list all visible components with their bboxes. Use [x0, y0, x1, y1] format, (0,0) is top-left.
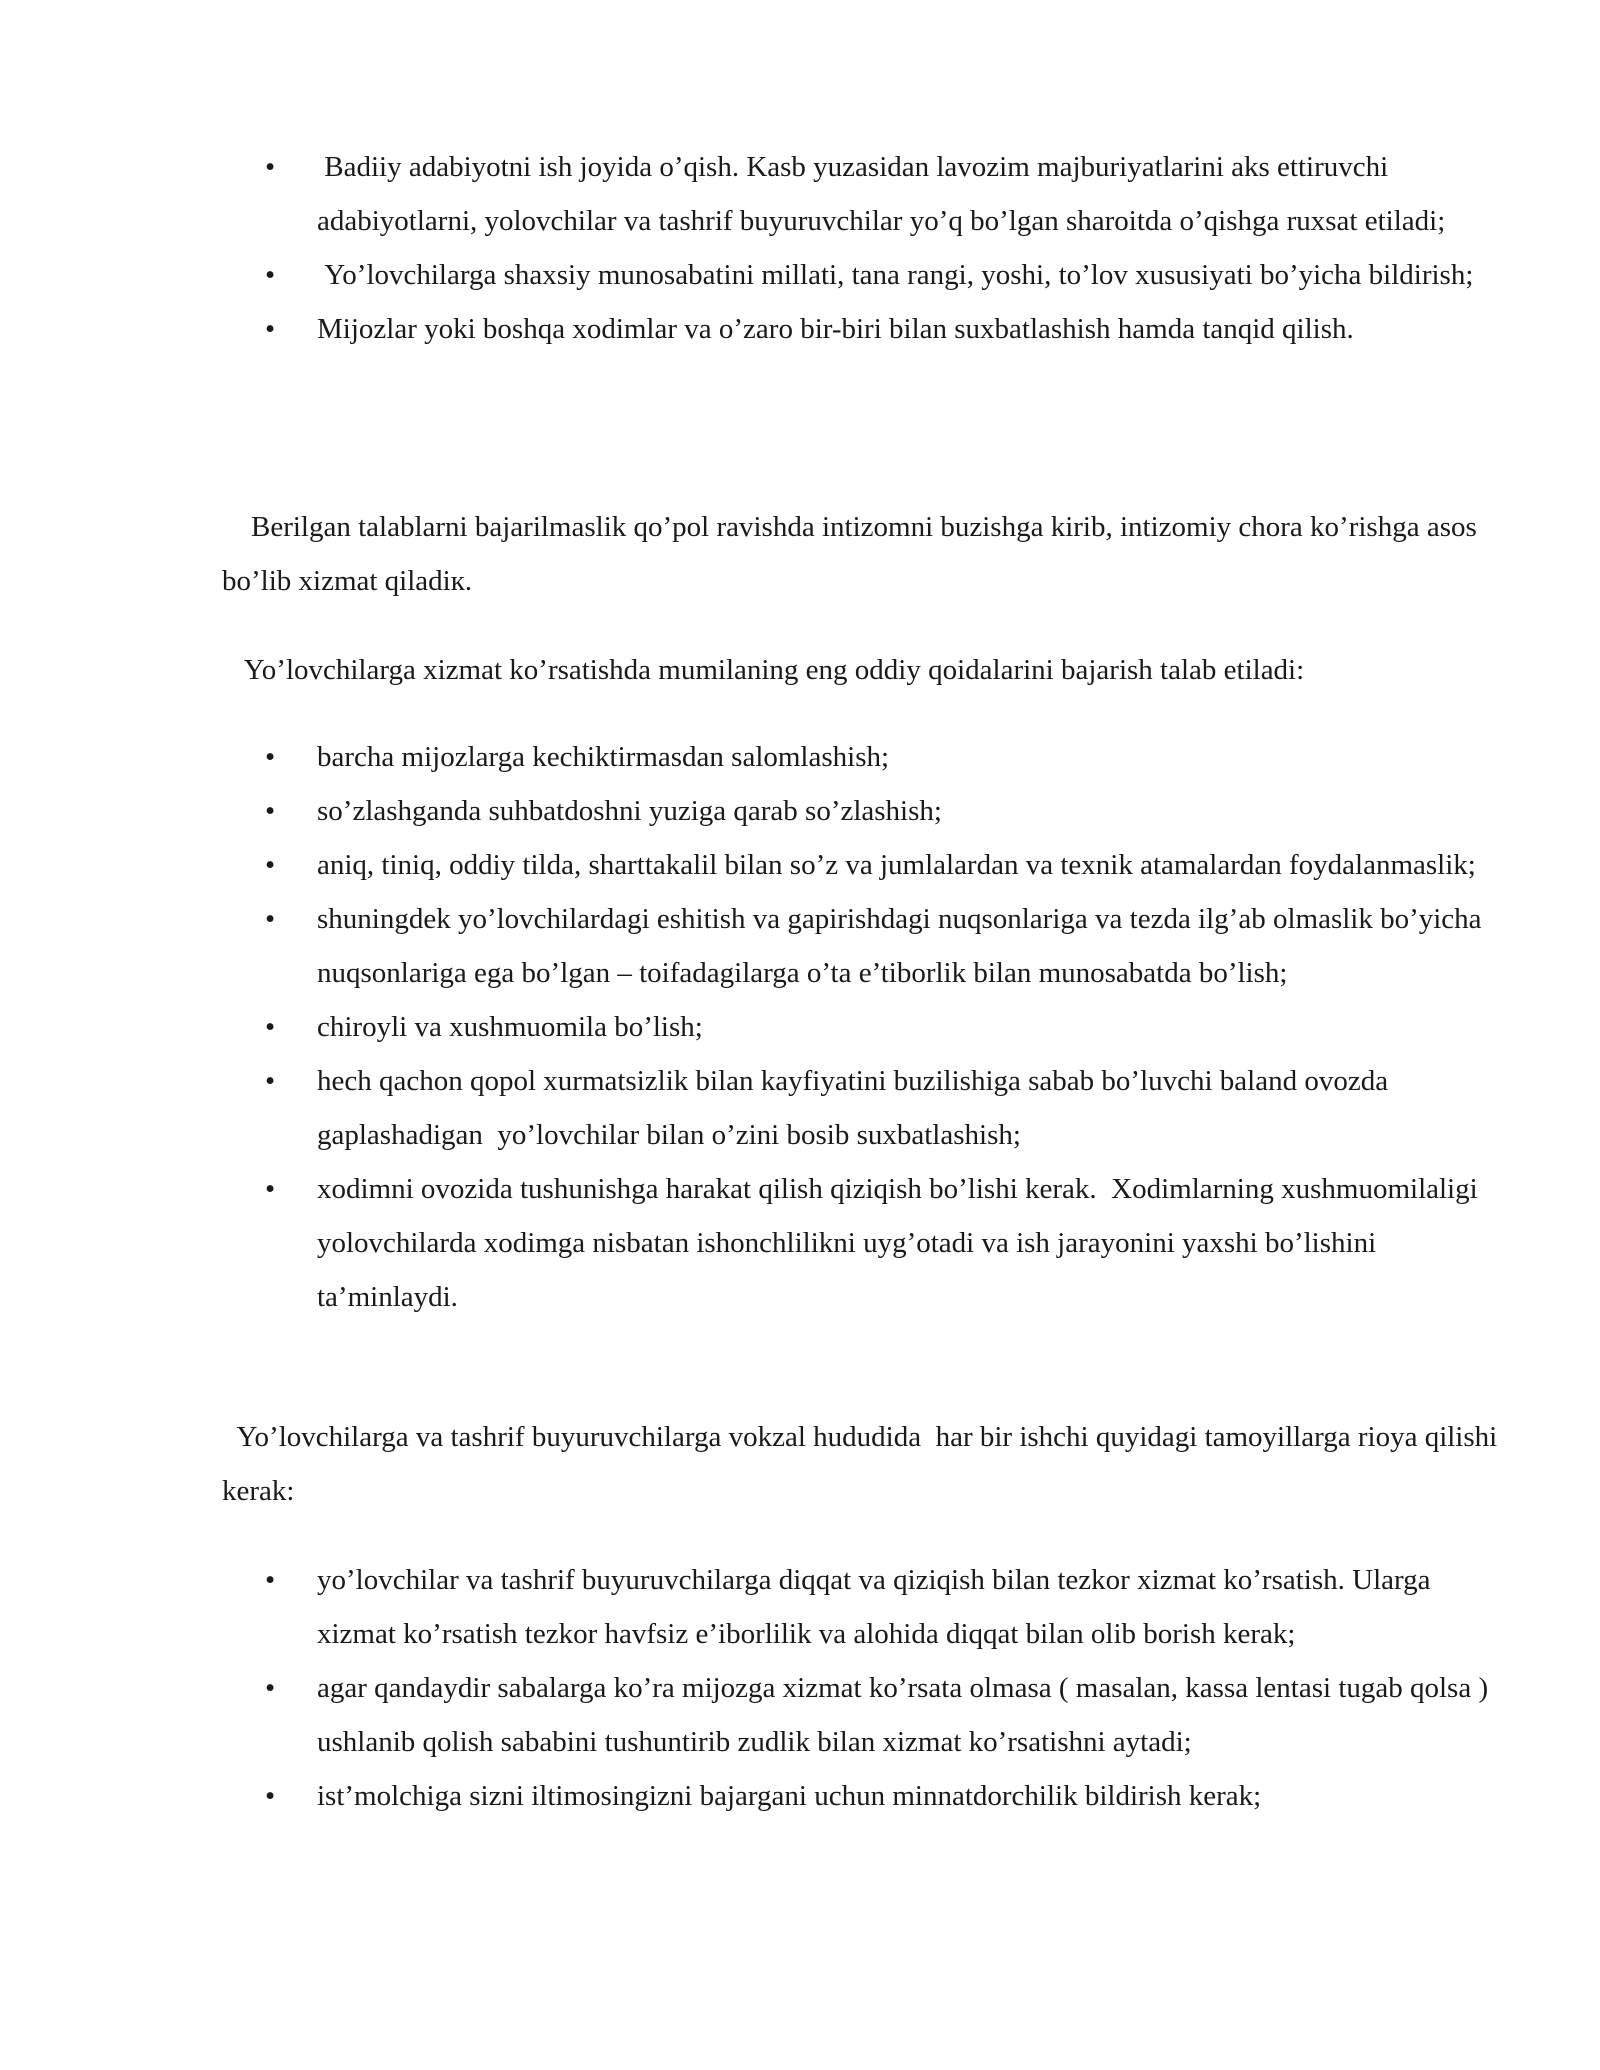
list-item [0, 838, 1600, 892]
list-item [0, 1769, 1600, 1823]
bullet-icon: • [265, 151, 276, 183]
list-item-text: Mijozlar yoki boshqa xodimlar va o’zaro bir-biri bilan suxbatlashish hamda tanqid qilish. [317, 313, 1354, 345]
bullet-icon: • [265, 741, 276, 773]
bullet-icon: • [265, 795, 276, 827]
list-item [0, 302, 1600, 356]
list-item-text: agar qandaydir sabalarga ko’ra mijozga xizmat ko’rsata olmasa ( masalan, kassa lentasi tugab qolsa ) ushlanib qolish sababini tushuntirib zudlik bilan xizmat ko’rsatishni aytadi; [317, 1672, 1489, 1758]
bullet-list-communication-rules [0, 730, 1600, 1324]
list-item [0, 248, 1600, 302]
bullet-icon: • [265, 1780, 276, 1812]
list-item [0, 140, 1600, 248]
list-item [0, 1162, 1600, 1324]
bullet-icon: • [265, 1173, 276, 1205]
list-item [0, 730, 1600, 784]
list-item [0, 1553, 1600, 1661]
list-item [0, 892, 1600, 1000]
bullet-list-principles [0, 1553, 1600, 1823]
list-item-text: Badiiy adabiyotni ish joyida o’qish. Kasb yuzasidan lavozim majburiyatlarini aks ettiruvchi adabiyotlarni, yolovchilar va tashrif buyuruvchilar yo’q bo’lgan sharoitda o’qishga ruxsat etiladi; [317, 151, 1446, 237]
bullet-icon: • [265, 313, 276, 345]
list-item-text: xodimni ovozida tushunishga harakat qilish qiziqish bo’lishi kerak. Xodimlarning xushmuomilaligi yolovchilarda xodimga nisbatan ishonchlilikni uyg’otadi va ish jarayonini yaxshi bo’lishini ta’minlaydi. [317, 1173, 1485, 1313]
bullet-icon: • [265, 849, 276, 881]
list-item-text: yo’lovchilar va tashrif buyuruvchilarga diqqat va qiziqish bilan tezkor xizmat ko’rsatish. Ularga xizmat ko’rsatish tezkor havfsiz e’iborlilik va alohida diqqat bilan olib borish kerak; [317, 1564, 1431, 1650]
list-item [0, 1000, 1600, 1054]
list-item-text: Yo’lovchilarga shaxsiy munosabatini millati, tana rangi, yoshi, to’lov xususiyati bo’yicha bildirish; [317, 259, 1474, 291]
bullet-icon: • [265, 259, 276, 291]
bullet-icon: • [265, 1672, 276, 1704]
list-item-text: shuningdek yo’lovchilardagi eshitish va gapirishdagi nuqsonlariga va tezda ilg’ab olmaslik bo’yicha nuqsonlariga ega bo’lgan – toifadagilarga o’ta e’tiborlik bilan munosabatda bo’lish; [317, 903, 1482, 989]
bullet-icon: • [265, 1065, 276, 1097]
list-item [0, 784, 1600, 838]
paragraph-principles-intro: Yo’lovchilarga va tashrif buyuruvchilarga vokzal hududida har bir ishchi quyidagi tamoyillarga rioya qilishi kerak: [222, 1421, 1505, 1507]
list-item-text: barcha mijozlarga kechiktirmasdan salomlashish; [317, 741, 890, 773]
bullet-icon: • [265, 1011, 276, 1043]
list-item-text: hech qachon qopol xurmatsizlik bilan kayfiyatini buzilishiga sabab bo’luvchi baland ovozda gaplashadigan yo’lovchilar bilan o’zini bosib suxbatlashish; [317, 1065, 1396, 1151]
list-item-text: so’zlashganda suhbatdoshni yuziga qarab so’zlashish; [317, 795, 942, 827]
paragraph-discipline: Berilgan talablarni bajarilmaslik qo’pol ravishda intizomni buzishga kirib, intizomiy chora ko’rishga asos bo’lib xizmat qiladiк. [222, 511, 1485, 597]
bullet-icon: • [265, 903, 276, 935]
bullet-icon: • [265, 1564, 276, 1596]
list-item-text: chiroyli va xushmuomila bo’lish; [317, 1011, 703, 1043]
list-item-text: aniq, tiniq, oddiy tilda, sharttakalil bilan so’z va jumlalardan va texnik atamalardan foydalanmaslik; [317, 849, 1476, 881]
list-item-text: ist’molchiga sizni iltimosingizni bajargani uchun minnatdorchilik bildirish kerak; [317, 1780, 1262, 1812]
paragraph-service-rules-intro: Yo’lovchilarga xizmat ko’rsatishda mumilaning eng oddiy qoidalarini bajarish talab etiladi: [222, 654, 1305, 686]
list-item [0, 1054, 1600, 1162]
bullet-list-prohibitions [0, 140, 1600, 356]
list-item [0, 1661, 1600, 1769]
